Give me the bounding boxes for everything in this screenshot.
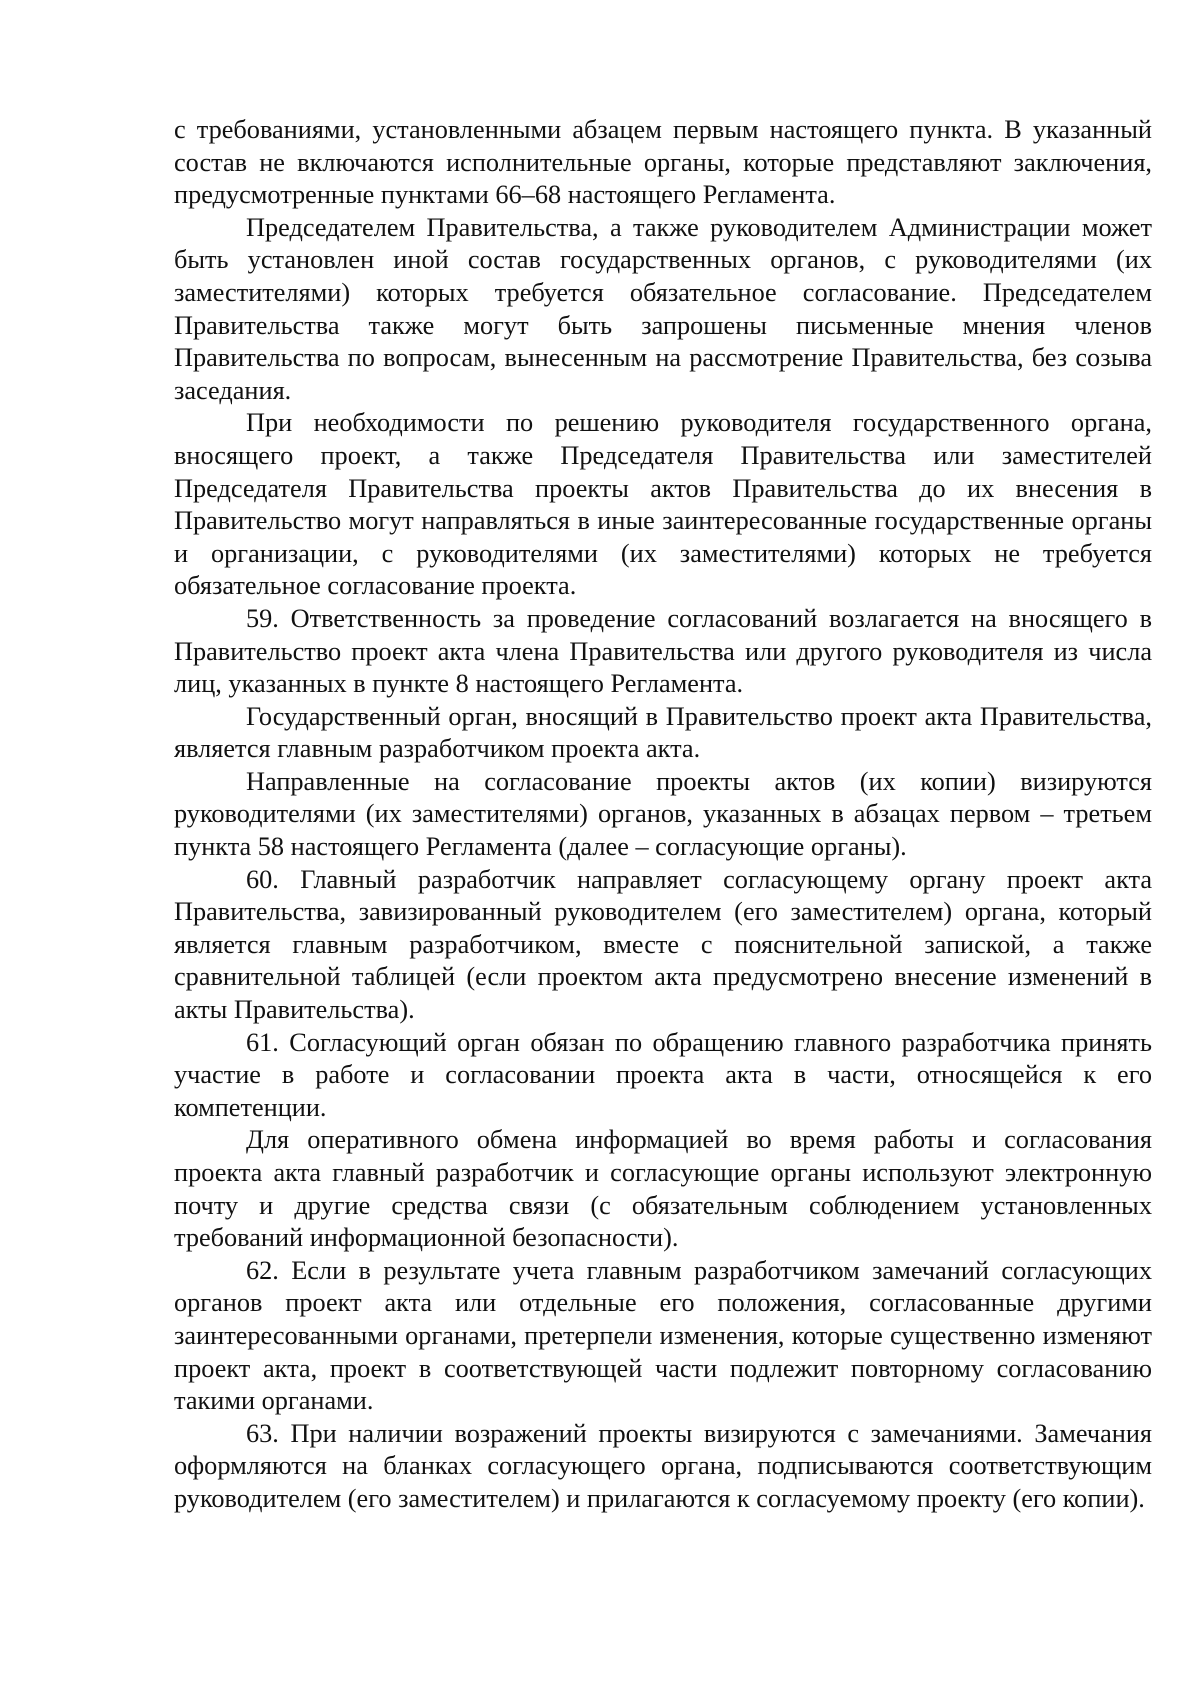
paragraph-optional-approval: При необходимости по решению руководителя государственного органа, вносящего проект, а также Председателя Правительства или заместителей Председателя Правительства проекты актов Правительства до их внесения в Правительство могут направляться в иные заинтересованные государственные органы и организации, с руководителями (их заместителями) которых не требуется обязательное согласование проекта. — [174, 408, 1152, 601]
paragraph-item-60: 60. Главный разработчик направляет согласующему органу проект акта Правительства, завизированный руководителем (его заместителем) органа, который является главным разработчиком, вместе с пояснительной запиской, а также сравнительной таблицей (если проектом акта предусмотрено внесение изменений в акты Правительства). — [174, 864, 1152, 1025]
paragraph-main-developer: Государственный орган, вносящий в Правительство проект акта Правительства, является главным разработчиком проекта акта. — [174, 701, 1152, 764]
paragraph-item-61: 61. Согласующий орган обязан по обращению главного разработчика принять участие в работе и согласовании проекта акта в части, относящейся к его компетенции. — [174, 1027, 1152, 1122]
paragraph-approving-bodies: Направленные на согласование проекты актов (их копии) визируются руководителями (их заместителями) органов, указанных в абзацах первом – третьем пункта 58 настоящего Регламента (далее – согласующие органы). — [174, 766, 1152, 862]
paragraph-continuation: с требованиями, установленными абзацем первым настоящего пункта. В указанный состав не включаются исполнительные органы, которые представляют заключения, предусмотренные пунктами 66–68 настоящего Регламента. — [174, 115, 1152, 210]
paragraph-chairman-composition: Председателем Правительства, а также руководителем Администрации может быть установлен иной состав государственных органов, с руководителями (их заместителями) которых требуется обязательное согласование. Председателем Правительства также могут быть запрошены письменные мнения членов Правительства по вопросам, вынесенным на рассмотрение Правительства, без созыва заседания. — [174, 212, 1152, 405]
paragraph-item-59: 59. Ответственность за проведение согласований возлагается на вносящего в Правительство проект акта члена Правительства или другого руководителя из числа лиц, указанных в пункте 8 настоящего Регламента. — [174, 603, 1152, 699]
paragraph-item-63: 63. При наличии возражений проекты визируются с замечаниями. Замечания оформляются на бланках согласующего органа, подписываются соответствующим руководителем (его заместителем) и прилагаются к согласуемому проекту (его копии). — [174, 1418, 1152, 1513]
paragraph-information-exchange: Для оперативного обмена информацией во время работы и согласования проекта акта главный разработчик и согласующие органы используют электронную почту и другие средства связи (с обязательным соблюдением установленных требований информационной безопасности). — [174, 1125, 1152, 1253]
paragraph-item-62: 62. Если в результате учета главным разработчиком замечаний согласующих органов проект акта или отдельные его положения, согласованные другими заинтересованными органами, претерпели изменения, которые существенно изменяют проект акта, проект в соответствующей части подлежит повторному согласованию такими органами. — [174, 1255, 1152, 1416]
document-page — [174, 114, 1152, 1516]
